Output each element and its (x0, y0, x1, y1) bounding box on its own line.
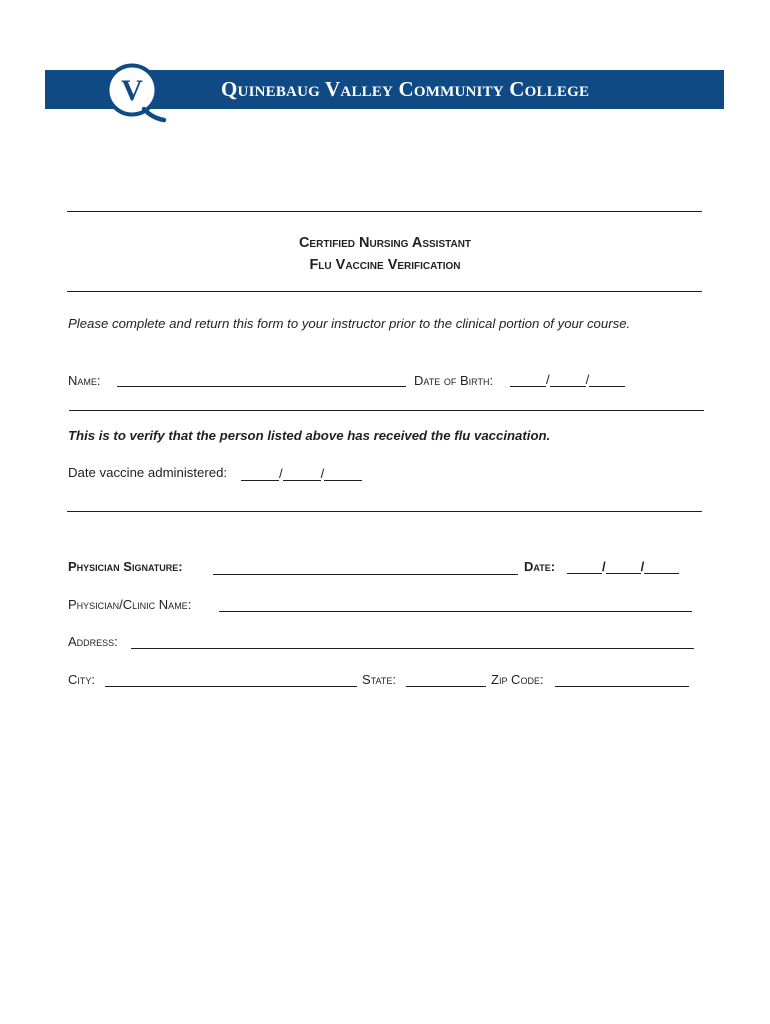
physician-day-field[interactable] (606, 559, 641, 574)
dob-day-field[interactable] (550, 372, 586, 387)
date-separator: / (585, 372, 590, 387)
college-logo-icon (100, 60, 170, 124)
date-separator: / (602, 559, 606, 574)
date-separator: / (546, 372, 550, 387)
vaccine-year-field[interactable] (324, 466, 362, 481)
divider-student-bottom (69, 410, 704, 411)
physician-date-field[interactable] (567, 558, 679, 574)
zip-code-label: Zip Code: (491, 672, 544, 687)
name-label: Name: (68, 373, 101, 388)
address-label: Address: (68, 634, 118, 649)
address-field[interactable] (131, 634, 694, 649)
city-field[interactable] (105, 672, 357, 687)
name-field[interactable] (117, 372, 406, 387)
clinic-name-label: Physician/Clinic Name: (68, 597, 192, 612)
date-separator: / (640, 559, 645, 574)
zip-code-field[interactable] (555, 672, 689, 687)
vaccine-day-field[interactable] (283, 466, 321, 481)
physician-signature-label: Physician Signature: (68, 559, 183, 574)
form-title-line1: Certified Nursing Assistant (298, 235, 472, 251)
dob-year-field[interactable] (589, 372, 625, 387)
physician-year-field[interactable] (644, 559, 679, 574)
date-separator: / (279, 466, 283, 481)
clinic-name-field[interactable] (219, 597, 692, 612)
dob-field[interactable] (510, 371, 625, 387)
divider-vaccine-bottom (67, 511, 702, 512)
form-title-line2: Flu Vaccine Verification (309, 257, 461, 273)
dob-label: Date of Birth: (414, 373, 494, 388)
vaccine-month-field[interactable] (241, 466, 279, 481)
vaccine-date-label: Date vaccine administered: (68, 465, 228, 480)
physician-signature-field[interactable] (213, 560, 518, 575)
vaccine-date-field[interactable] (241, 465, 362, 481)
dob-month-field[interactable] (510, 372, 546, 387)
state-field[interactable] (406, 672, 486, 687)
college-name: Quinebaug Valley Community College (221, 77, 590, 101)
instructions-text: Please complete and return this form to your instructor prior to the clinical portion of your course. (68, 316, 631, 331)
divider-title-bottom (67, 291, 702, 292)
physician-date-label: Date: (524, 559, 556, 574)
physician-month-field[interactable] (567, 559, 602, 574)
divider-top (67, 211, 702, 212)
date-separator: / (320, 466, 325, 481)
logo-letter: V (121, 74, 143, 107)
verification-statement: This is to verify that the person listed above has received the flu vaccination. (68, 428, 551, 443)
city-label: City: (68, 672, 96, 687)
state-label: State: (362, 672, 396, 687)
